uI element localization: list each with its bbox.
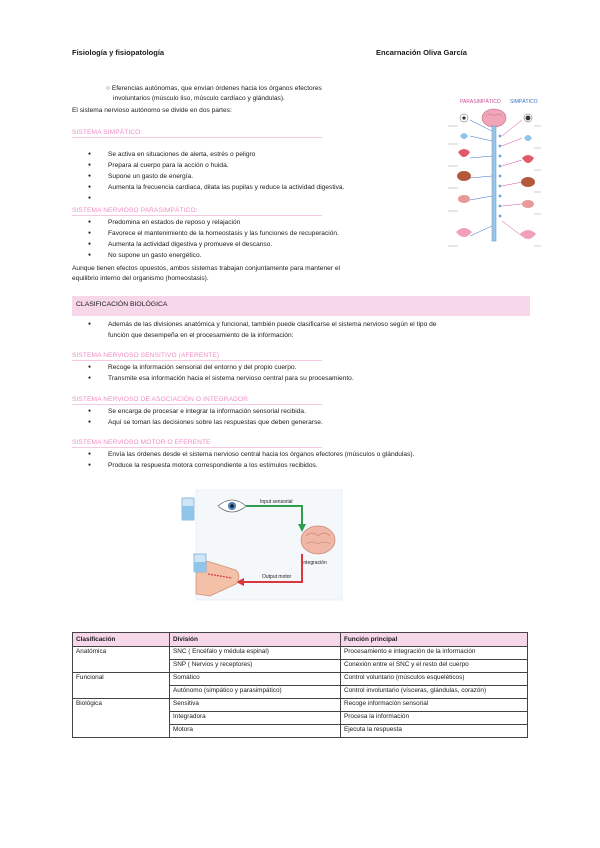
table-cell: Conexión entre el SNC y el resto del cuerpo <box>341 660 528 673</box>
table-row <box>73 660 528 673</box>
association-list <box>88 406 323 428</box>
list-item: ● Aumenta la frecuencia cardiaca, dilata las pupilas y reduce la actividad digestiva. <box>88 182 344 193</box>
table-cell: Autónomo (simpático y parasimpático) <box>170 686 341 699</box>
list-item: ● Produce la respuesta motora correspondiente a los estímulos recibidos. <box>88 460 414 471</box>
motor-output-label: Output motor <box>262 574 292 580</box>
section-sympathetic-title: SISTEMA SIMPÁTICO: <box>72 128 322 138</box>
list-item: ● Se activa en situaciones de alerta, estrés o peligro <box>88 149 344 160</box>
table-row <box>73 686 528 699</box>
section-sensory-title: SISTEMA NERVIOSO SENSITIVO (AFERENTE) <box>72 351 322 361</box>
table-row <box>73 673 528 686</box>
sensory-input-label: Input sensorial <box>260 499 293 505</box>
sympathetic-list <box>88 149 344 193</box>
list-item: ● Supone un gasto de energía. <box>88 171 344 182</box>
list-item: ● Además de las divisiones anatómica y funcional, también puede clasificarse el sistema nervioso según el tipo de <box>88 319 436 330</box>
table-cell: Anatómica <box>73 647 170 660</box>
section-association-title: SISTEMA NERVIOSO DE ASOCIACIÓN O INTEGRADOR <box>72 395 322 405</box>
table-cell <box>73 712 170 725</box>
biological-text-2: función que desempeña en el procesamiento de la información: <box>108 332 294 339</box>
intro-efferent-2: involuntarios (músculo liso, músculo cardíaco y glándulas). <box>113 95 285 102</box>
list-item: ● Aumenta la actividad digestiva y promueve el descanso. <box>88 239 339 250</box>
list-item: ● Transmite esa información hacia el sistema nervioso central para su procesamiento. <box>88 373 354 384</box>
header-left: Fisiología y fisiopatología <box>72 48 165 57</box>
list-item: ● Se encarga de procesar e integrar la información sensorial recibida. <box>88 406 323 417</box>
reflex-figure <box>178 484 344 606</box>
table-row <box>73 699 528 712</box>
list-item: ● Predomina en estados de reposo y relajación <box>88 217 339 228</box>
list-item: ● Aquí se toman las decisiones sobre las respuestas que deben generarse. <box>88 417 323 428</box>
table-header-row <box>73 633 528 647</box>
table-cell: Procesa la información <box>341 712 528 725</box>
table-cell: SNP ( Nervios y receptores) <box>170 660 341 673</box>
list-item: ● Envía las órdenes desde el sistema nervioso central hacia los órganos efectores (músculos o glándulas). <box>88 449 414 460</box>
table-header: División <box>170 633 341 647</box>
section-motor-title: SISTEMA NERVIOSO MOTOR O EFERENTE <box>72 438 322 448</box>
table-cell: Motora <box>170 725 341 738</box>
biological-title: CLASIFICACIÓN BIOLÓGICA <box>76 301 168 308</box>
autonomic-diagram <box>446 96 542 268</box>
intro-division: El sistema nervioso autónomo se divide en dos partes: <box>72 107 232 114</box>
header-right: Encarnación Oliva García <box>376 48 467 57</box>
classification-table <box>72 632 528 738</box>
parasympathetic-list <box>88 217 339 261</box>
table-cell: Procesamiento e integración de la información <box>341 647 528 660</box>
summary-line-1: Aunque tienen efectos opuestos, ambos sistemas trabajan conjuntamente para mantener el <box>72 265 340 272</box>
table-header: Clasificación <box>73 633 170 647</box>
list-item: ● Recoge la información sensorial del entorno y del propio cuerpo. <box>88 362 354 373</box>
table-cell: Ejecuta la respuesta <box>341 725 528 738</box>
sensory-list <box>88 362 354 384</box>
table-cell: Recoge información sensorial <box>341 699 528 712</box>
table-row <box>73 725 528 738</box>
table-cell: Integradora <box>170 712 341 725</box>
table-cell: Biológica <box>73 699 170 712</box>
section-parasympathetic-title: SISTEMA NERVIOSO PARASIMPÁTICO: <box>72 206 322 216</box>
summary-line-2: equilibrio interno del organismo (homeostasis). <box>72 275 209 282</box>
table-cell: Control involuntario (vísceras, glándulas, corazón) <box>341 686 528 699</box>
integration-label: Integración <box>302 560 327 566</box>
table-cell <box>73 660 170 673</box>
table-row <box>73 712 528 725</box>
table-cell: Funcional <box>73 673 170 686</box>
table-cell: Somático <box>170 673 341 686</box>
list-item: ● Prepara al cuerpo para la acción o huida. <box>88 160 344 171</box>
table-cell <box>73 725 170 738</box>
table-cell: Sensitiva <box>170 699 341 712</box>
intro-efferent: ○ Eferencias autónomas, que envían órdenes hacia los órganos efectores <box>106 85 322 92</box>
sym-label: SIMPÁTICO <box>510 99 538 105</box>
table-header: Función principal <box>341 633 528 647</box>
table-cell: Control voluntario (músculos esqueléticos) <box>341 673 528 686</box>
list-item: ● Favorece el mantenimiento de la homeostasis y las funciones de recuperación. <box>88 228 339 239</box>
para-label: PARASIMPÁTICO <box>460 99 501 105</box>
table-row <box>73 647 528 660</box>
biological-list <box>88 319 436 330</box>
motor-list <box>88 449 414 471</box>
table-cell: SNC ( Encéfalo y médula espinal) <box>170 647 341 660</box>
list-item: ● No supone un gasto energético. <box>88 250 339 261</box>
table-cell <box>73 686 170 699</box>
